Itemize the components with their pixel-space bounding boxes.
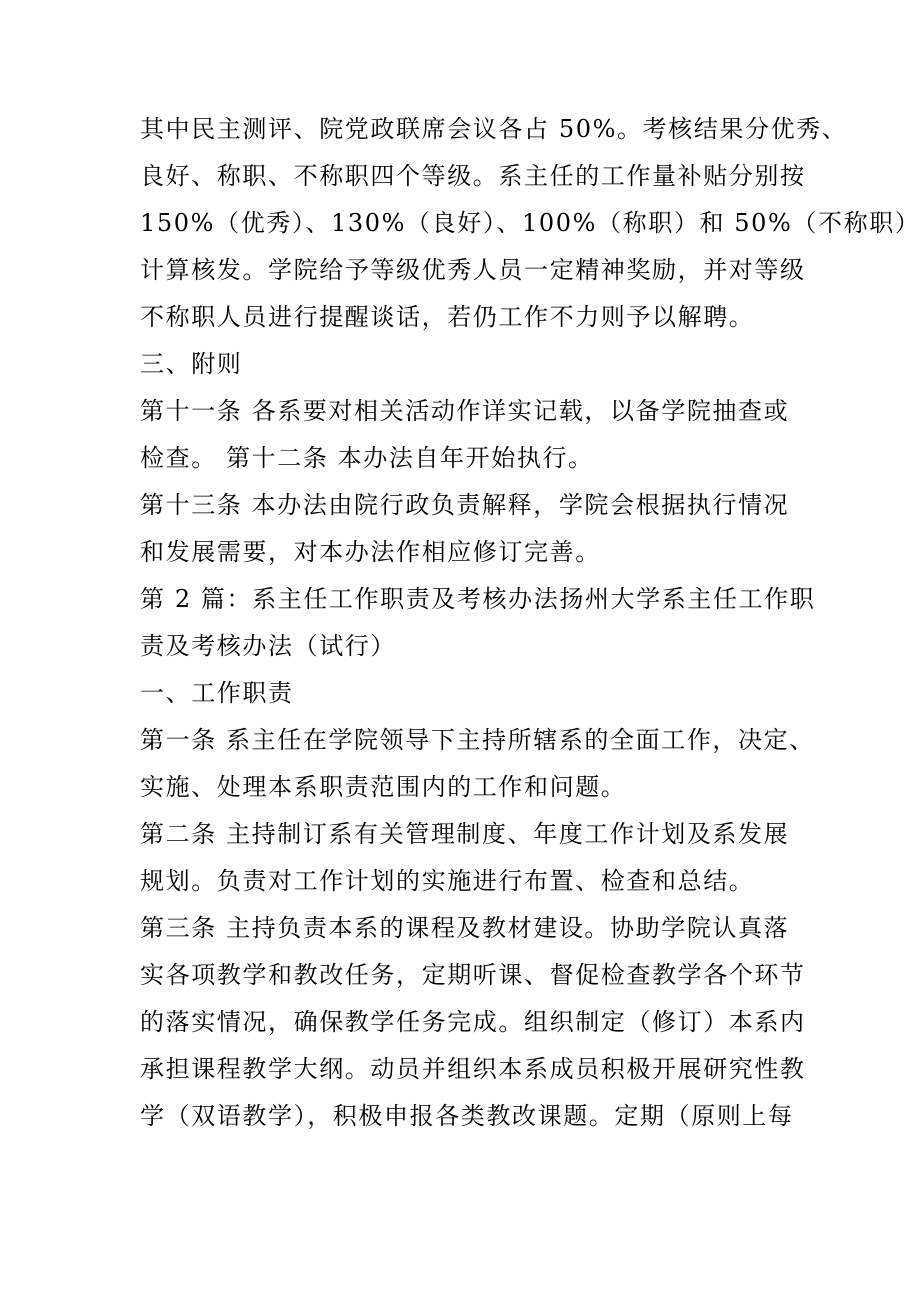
text-line: 第二条 主持制订系有关管理制度、年度工作计划及系发展 (140, 820, 790, 848)
text-line: 良好、称职、不称职四个等级。系主任的工作量补贴分别按 (140, 162, 806, 190)
text-line: 和发展需要，对本办法作相应修订完善。 (140, 538, 601, 566)
chapter-title: 第 2 篇：系主任工作职责及考核办法扬州大学系主任工作职 (140, 585, 816, 613)
text-line: 的落实情况，确保教学任务完成。组织制定（修订）本系内 (140, 1008, 806, 1036)
text-line: 第十一条 各系要对相关活动作详实记载，以备学院抽查或 (140, 397, 790, 425)
text-line: 承担课程教学大纲。动员并组织本系成员积极开展研究性教 (140, 1055, 806, 1083)
text-line: 实施、处理本系职责范围内的工作和问题。 (140, 773, 627, 801)
text-line: 学（双语教学），积极申报各类教改课题。定期（原则上每 (140, 1102, 794, 1130)
text-line: 第三条 主持负责本系的课程及教材建设。协助学院认真落 (140, 914, 790, 942)
section-heading: 一、工作职责 (140, 679, 294, 707)
text-line: 实各项教学和教改任务，定期听课、督促检查教学各个环节 (140, 961, 806, 989)
text-line: 150%（优秀）、130%（良好）、100%（称职）和 50%（不称职） (140, 209, 920, 237)
chapter-title: 责及考核办法（试行） (140, 632, 396, 660)
text-line: 规划。负责对工作计划的实施进行布置、检查和总结。 (140, 867, 755, 895)
document-body (140, 106, 920, 1140)
section-heading: 三、附则 (140, 350, 243, 378)
text-line: 第一条 系主任在学院领导下主持所辖系的全面工作，决定、 (140, 726, 815, 754)
text-line: 其中民主测评、院党政联席会议各占 50%。考核结果分优秀、 (140, 115, 848, 143)
text-line: 不称职人员进行提醒谈话，若仍工作不力则予以解聘。 (140, 303, 755, 331)
text-line: 检查。 第十二条 本办法自年开始执行。 (140, 444, 594, 472)
text-line: 第十三条 本办法由院行政负责解释，学院会根据执行情况 (140, 491, 790, 519)
text-line: 计算核发。学院给予等级优秀人员一定精神奖励，并对等级 (140, 256, 806, 284)
